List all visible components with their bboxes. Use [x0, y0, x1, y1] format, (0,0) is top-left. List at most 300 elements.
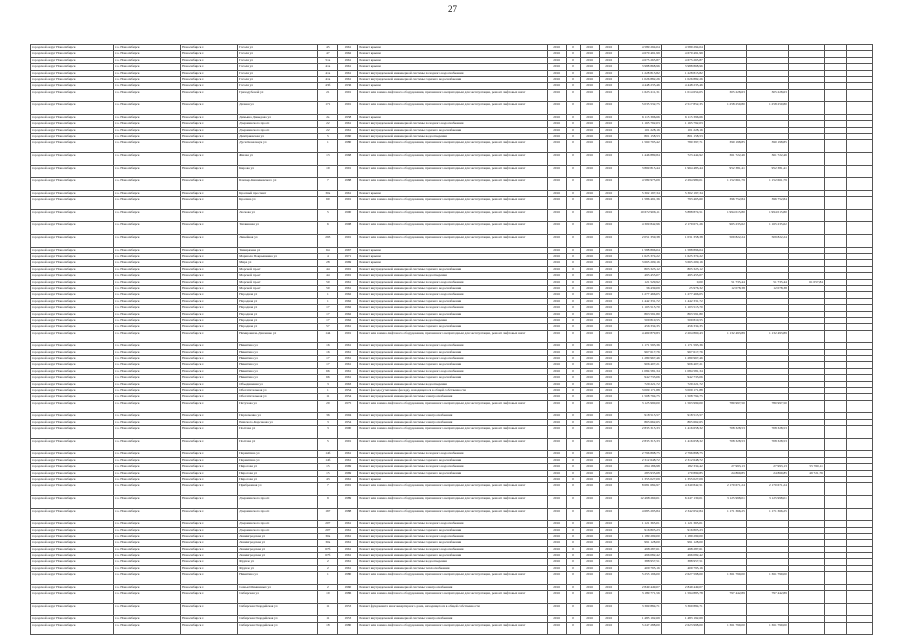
cell-work-type: Ремонт крыши [358, 83, 547, 89]
cell-settlement: г.о. Новосибирск [114, 260, 181, 266]
cell-municipality: городской округ Новосибирск [31, 375, 114, 381]
cell-extra-1 [824, 89, 846, 102]
cell-total-cost: 1 483 192,69 [618, 616, 661, 622]
cell-commissioning-year: 1991 [338, 273, 358, 279]
cell-end-year: 2016 [599, 356, 618, 362]
cell-municipality: городской округ Новосибирск [31, 114, 114, 120]
cell-locality: Новосибирск г. [181, 470, 238, 476]
cell-period: 0 [566, 388, 580, 394]
cell-municipality: городской округ Новосибирск [31, 140, 114, 153]
cell-period: 0 [566, 419, 580, 425]
cell-work-type: Ремонт внутридомовой инженерной системы горячего водоснабжения [358, 127, 547, 133]
cell-commissioning-year: 1994 [338, 413, 358, 419]
cell-period: 0 [566, 572, 580, 585]
cell-plan-year: 2016 [547, 584, 566, 590]
cell-period: 0 [566, 305, 580, 311]
cell-settlement: г.о. Новосибирск [114, 381, 181, 387]
cell-period: 0 [566, 483, 580, 496]
cell-period: 0 [566, 368, 580, 374]
cell-fund-cost: 5 302 197,34 [661, 190, 704, 196]
cell-total-cost: 865 662,65 [618, 419, 661, 425]
cell-locality: Новосибирск г. [181, 178, 238, 191]
cell-period: 0 [566, 51, 580, 57]
cell-work-type: Ремонт внутридомовой инженерной системы горячего водоснабжения [358, 285, 547, 291]
table-row [31, 209, 873, 222]
cell-street: Демьяна Давыдова ул [238, 114, 318, 120]
cell-total-cost: 801 158,53 [618, 134, 661, 140]
cell-end-year: 2016 [599, 394, 618, 400]
cell-house-number: 16 [318, 343, 338, 349]
cell-start-year: 2016 [580, 102, 599, 115]
cell-locality: Новосибирск г. [181, 362, 238, 368]
cell-settlement: г.о. Новосибирск [114, 165, 181, 178]
cell-start-year: 2016 [580, 266, 599, 272]
cell-end-year: 2016 [599, 209, 618, 222]
cell-end-year: 2016 [599, 305, 618, 311]
cell-local-budget: 952 381,41 [746, 165, 788, 178]
cell-street: Никитина ул [238, 349, 318, 355]
cell-street: Римского-Корсакова ул [238, 419, 318, 425]
cell-extra-1 [824, 400, 846, 413]
cell-house-number: 6 [318, 222, 338, 235]
cell-total-cost: 1 446 889,84 [618, 153, 661, 166]
cell-house-number: 47 [318, 51, 338, 57]
cell-settlement: г.о. Новосибирск [114, 356, 181, 362]
cell-locality: Новосибирск г. [181, 426, 238, 439]
cell-regional-budget: 305 228,63 [704, 89, 746, 102]
cell-end-year: 2016 [599, 381, 618, 387]
cell-street: Тимирязева ул [238, 247, 318, 253]
cell-total-cost: 456 334,35 [618, 324, 661, 330]
cell-total-cost: 991 128,00 [618, 540, 661, 546]
cell-fund-cost: 2 342 652,84 [661, 508, 704, 521]
cell-end-year: 2016 [599, 279, 618, 285]
cell-house-number: 17 [318, 305, 338, 311]
cell-fund-cost: 1 277 466,05 [661, 292, 704, 298]
cell-owners-funds [788, 165, 824, 178]
cell-commissioning-year: 1961 [338, 362, 358, 368]
cell-settlement: г.о. Новосибирск [114, 285, 181, 291]
table-row [31, 102, 873, 115]
cell-settlement: г.о. Новосибирск [114, 127, 181, 133]
cell-house-number: 41а [318, 70, 338, 76]
cell-fund-cost: 729 221,72 [661, 381, 704, 387]
cell-street: Гоголя ул [238, 70, 318, 76]
cell-total-cost: 805 323,12 [618, 266, 661, 272]
cell-regional-budget: 3 125 998,01 [704, 495, 746, 508]
cell-total-cost: 2 796 898,75 [618, 451, 661, 457]
cell-commissioning-year: 1991 [338, 89, 358, 102]
cell-street: Народная ул [238, 292, 318, 298]
cell-fund-cost: 3 988 868,96 [661, 64, 704, 70]
cell-municipality: городской округ Новосибирск [31, 394, 114, 400]
cell-house-number: 3 [318, 426, 338, 439]
cell-plan-year: 2016 [547, 343, 566, 349]
cell-street: Сибирская ул [238, 591, 318, 604]
cell-start-year: 2016 [580, 165, 599, 178]
cell-street: Лескова ул [238, 209, 318, 222]
cell-street: Дзержинского просп [238, 121, 318, 127]
cell-locality: Новосибирск г. [181, 197, 238, 210]
cell-end-year: 2016 [599, 273, 618, 279]
cell-house-number: 13 [318, 153, 338, 166]
cell-local-budget: 390 198,85 [746, 140, 788, 153]
cell-extra-2 [846, 438, 872, 451]
cell-owners-funds [788, 483, 824, 496]
cell-end-year: 2016 [599, 553, 618, 559]
cell-house-number: 21 [318, 89, 338, 102]
cell-house-number: 167 [318, 508, 338, 521]
cell-settlement: г.о. Новосибирск [114, 197, 181, 210]
cell-settlement: г.о. Новосибирск [114, 426, 181, 439]
cell-end-year: 2016 [599, 153, 618, 166]
cell-house-number: 7 [318, 178, 338, 191]
cell-start-year: 2016 [580, 305, 599, 311]
cell-period: 0 [566, 343, 580, 349]
cell-commissioning-year: 1961 [338, 45, 358, 51]
cell-work-type: Ремонт внутридомовой инженерной системы горячего водоснабжения [358, 298, 547, 304]
cell-period: 0 [566, 400, 580, 413]
cell-locality: Новосибирск г. [181, 57, 238, 63]
cell-house-number: 1 [318, 298, 338, 304]
cell-end-year: 2016 [599, 591, 618, 604]
cell-municipality: городской округ Новосибирск [31, 45, 114, 51]
cell-settlement: г.о. Новосибирск [114, 222, 181, 235]
cell-plan-year: 2016 [547, 64, 566, 70]
cell-locality: Новосибирск г. [181, 375, 238, 381]
cell-plan-year: 2016 [547, 553, 566, 559]
cell-start-year: 2016 [580, 178, 599, 191]
cell-total-cost: 4 685 295,84 [618, 508, 661, 521]
cell-end-year: 2016 [599, 400, 618, 413]
cell-work-type: Ремонт внутридомовой инженерной системы водоотведения [358, 317, 547, 323]
cell-street: Пирогова ул [238, 470, 318, 476]
cell-start-year: 2016 [580, 127, 599, 133]
cell-house-number: 1 [318, 388, 338, 394]
cell-work-type: Ремонт или замена лифтового оборудования, признанного непригодным для эксплуатации, ремонт лифтовых шахт [358, 153, 547, 166]
cell-start-year: 2016 [580, 521, 599, 527]
cell-owners-funds: 61 057,84 [788, 279, 824, 285]
cell-start-year: 2016 [580, 235, 599, 248]
cell-locality: Новосибирск г. [181, 495, 238, 508]
cell-work-type: Ремонт внутридомовой инженерной системы электроснабжения [358, 419, 547, 425]
cell-fund-cost: 498 287,61 [661, 546, 704, 552]
cell-settlement: г.о. Новосибирск [114, 533, 181, 539]
cell-street: Красный проспект [238, 190, 318, 196]
cell-start-year: 2016 [580, 476, 599, 482]
cell-extra-1 [824, 622, 846, 635]
cell-municipality: городской округ Новосибирск [31, 285, 114, 291]
cell-local-budget [746, 603, 788, 616]
cell-period: 0 [566, 209, 580, 222]
cell-locality: Новосибирск г. [181, 121, 238, 127]
cell-extra-1 [824, 508, 846, 521]
cell-settlement: г.о. Новосибирск [114, 349, 181, 355]
cell-local-budget: 1 994 015,80 [746, 209, 788, 222]
cell-house-number: 14б [318, 451, 338, 457]
cell-end-year: 2016 [599, 222, 618, 235]
cell-work-type: Ремонт или замена лифтового оборудования, признанного непригодным для эксплуатации, ремонт лифтовых шахт [358, 140, 547, 153]
cell-locality: Новосибирск г. [181, 521, 238, 527]
cell-street: Никитина ул [238, 362, 318, 368]
cell-fund-cost: 1 416 658,32 [661, 438, 704, 451]
cell-house-number: 4 [318, 254, 338, 260]
cell-end-year: 2016 [599, 483, 618, 496]
cell-fund-cost: 1 594 885,78 [661, 591, 704, 604]
cell-locality: Новосибирск г. [181, 527, 238, 533]
cell-plan-year: 2016 [547, 324, 566, 330]
cell-settlement: г.о. Новосибирск [114, 546, 181, 552]
cell-settlement: г.о. Новосибирск [114, 70, 181, 76]
cell-extra-2 [846, 235, 872, 248]
cell-locality: Новосибирск г. [181, 330, 238, 343]
cell-settlement: г.о. Новосибирск [114, 235, 181, 248]
cell-fund-cost: 793 465,60 [661, 197, 704, 210]
cell-house-number: 1 [318, 292, 338, 298]
cell-plan-year: 2016 [547, 591, 566, 604]
cell-house-number: 5 [318, 134, 338, 140]
cell-commissioning-year: 1980 [338, 140, 358, 153]
cell-local-budget: 27 993,13 [746, 464, 788, 470]
cell-work-type: Ремонт внутридомовой инженерной системы электроснабжения [358, 413, 547, 419]
cell-municipality: городской округ Новосибирск [31, 470, 114, 476]
cell-locality: Новосибирск г. [181, 546, 238, 552]
cell-end-year: 2016 [599, 324, 618, 330]
cell-street: Ленинградская ул [238, 553, 318, 559]
cell-end-year: 2016 [599, 70, 618, 76]
cell-settlement: г.о. Новосибирск [114, 121, 181, 127]
cell-start-year: 2016 [580, 260, 599, 266]
cell-work-type: Ремонт внутридомовой инженерной системы холодного водоснабжения [358, 451, 547, 457]
cell-total-cost: 1 625 374,22 [618, 254, 661, 260]
cell-period: 0 [566, 235, 580, 248]
cell-street: Гоголя ул [238, 51, 318, 57]
cell-work-type: Ремонт внутридомовой инженерной системы холодного водоснабжения [358, 464, 547, 470]
cell-municipality: городской округ Новосибирск [31, 127, 114, 133]
cell-total-cost: 285 935,68 [618, 470, 661, 476]
cell-start-year: 2016 [580, 273, 599, 279]
cell-plan-year: 2016 [547, 394, 566, 400]
cell-house-number: 18 [318, 622, 338, 635]
cell-street: Народная ул [238, 311, 318, 317]
cell-locality: Новосибирск г. [181, 260, 238, 266]
cell-total-cost: 3 665 209,16 [618, 260, 661, 266]
cell-commissioning-year: 1954 [338, 394, 358, 400]
cell-street: Кирова ул [238, 165, 318, 178]
cell-end-year: 2016 [599, 178, 618, 191]
cell-owners-funds [788, 591, 824, 604]
table-row [31, 197, 873, 210]
cell-municipality: городской округ Новосибирск [31, 153, 114, 166]
cell-commissioning-year: 1961 [338, 546, 358, 552]
cell-start-year: 2016 [580, 483, 599, 496]
cell-fund-cost: 101 228,16 [661, 127, 704, 133]
cell-street: Народная ул [238, 305, 318, 311]
cell-municipality: городской округ Новосибирск [31, 190, 114, 196]
cell-commissioning-year: 1991 [338, 102, 358, 115]
cell-period: 0 [566, 127, 580, 133]
cell-end-year: 2016 [599, 266, 618, 272]
cell-local-budget: 797 442,89 [746, 591, 788, 604]
cell-locality: Новосибирск г. [181, 400, 238, 413]
cell-house-number: 67б [318, 553, 338, 559]
cell-end-year: 2016 [599, 64, 618, 70]
cell-extra-2 [846, 603, 872, 616]
cell-work-type: Ремонт внутридомовой инженерной системы горячего водоснабжения [358, 362, 547, 368]
cell-total-cost: 916 805,23 [618, 527, 661, 533]
cell-plan-year: 2016 [547, 178, 566, 191]
cell-settlement: г.о. Новосибирск [114, 508, 181, 521]
cell-municipality: городской округ Новосибирск [31, 83, 114, 89]
cell-total-cost: 498 287,61 [618, 546, 661, 552]
cell-locality: Новосибирск г. [181, 565, 238, 571]
cell-fund-cost: 865 662,65 [661, 419, 704, 425]
cell-municipality: городской округ Новосибирск [31, 349, 114, 355]
cell-regional-budget: 509 822,24 [704, 235, 746, 248]
cell-total-cost: 1 165 792,03 [618, 121, 661, 127]
cell-total-cost: 3 369 884,71 [618, 603, 661, 616]
cell-total-cost: 1 228 813,82 [618, 70, 661, 76]
cell-local-budget: 1 152 661,79 [746, 178, 788, 191]
cell-start-year: 2016 [580, 356, 599, 362]
cell-total-cost: 1 560 795,42 [618, 140, 661, 153]
cell-owners-funds [788, 400, 824, 413]
cell-commissioning-year: 1962 [338, 311, 358, 317]
cell-period: 0 [566, 89, 580, 102]
cell-municipality: городской округ Новосибирск [31, 426, 114, 439]
cell-plan-year: 2016 [547, 483, 566, 496]
cell-work-type: Ремонт внутридомовой инженерной системы холодного водоснабжения [358, 121, 547, 127]
cell-local-budget: 1 165 235,62 [746, 222, 788, 235]
cell-street: Фрунзе ул [238, 559, 318, 565]
cell-fund-cost: 1 563 999,00 [661, 400, 704, 413]
cell-start-year: 2016 [580, 76, 599, 82]
cell-locality: Новосибирск г. [181, 222, 238, 235]
cell-end-year: 2016 [599, 89, 618, 102]
cell-extra-2 [846, 591, 872, 604]
cell-street: Пермитина ул [238, 457, 318, 463]
cell-extra-1 [824, 178, 846, 191]
cell-settlement: г.о. Новосибирск [114, 572, 181, 585]
cell-extra-2 [846, 400, 872, 413]
cell-start-year: 2016 [580, 324, 599, 330]
cell-commissioning-year: 1988 [338, 178, 358, 191]
cell-municipality: городской округ Новосибирск [31, 451, 114, 457]
cell-extra-1 [824, 197, 846, 210]
cell-start-year: 2016 [580, 292, 599, 298]
cell-street: Морской пр-кт [238, 279, 318, 285]
cell-total-cost: 3 125 990,00 [618, 400, 661, 413]
cell-municipality: городской округ Новосибирск [31, 622, 114, 635]
cell-commissioning-year: 1961 [338, 533, 358, 539]
cell-end-year: 2016 [599, 165, 618, 178]
cell-start-year: 2016 [580, 413, 599, 419]
cell-work-type: Ремонт внутридомовой инженерной системы горячего водоснабжения [358, 470, 547, 476]
cell-fund-cost: 25 976,32 [661, 285, 704, 291]
cell-commissioning-year: 1961 [338, 540, 358, 546]
cell-locality: Новосибирск г. [181, 381, 238, 387]
cell-settlement: г.о. Новосибирск [114, 102, 181, 115]
cell-street: Никитина ул [238, 356, 318, 362]
cell-municipality: городской округ Новосибирск [31, 102, 114, 115]
cell-commissioning-year: 1991 [338, 438, 358, 451]
cell-municipality: городской округ Новосибирск [31, 603, 114, 616]
cell-commissioning-year: 1991 [338, 197, 358, 210]
cell-work-type: Ремонт или замена лифтового оборудования, признанного непригодным для эксплуатации, ремонт лифтовых шахт [358, 197, 547, 210]
cell-municipality: городской округ Новосибирск [31, 438, 114, 451]
cell-municipality: городской округ Новосибирск [31, 400, 114, 413]
cell-house-number: 51а [318, 57, 338, 63]
cell-settlement: г.о. Новосибирск [114, 83, 181, 89]
cell-house-number: 3 [318, 381, 338, 387]
cell-fund-cost: 0,00 [661, 279, 704, 285]
cell-plan-year: 2016 [547, 616, 566, 622]
cell-plan-year: 2016 [547, 388, 566, 394]
cell-total-cost: 5 035 532,75 [618, 102, 661, 115]
cell-work-type: Ремонт внутридомовой инженерной системы водоотведения [358, 559, 547, 565]
cell-period: 0 [566, 64, 580, 70]
cell-period: 0 [566, 540, 580, 546]
cell-end-year: 2016 [599, 559, 618, 565]
cell-street: Ленинградская ул [238, 546, 318, 552]
cell-period: 0 [566, 394, 580, 400]
cell-regional-budget: 390 198,85 [704, 140, 746, 153]
cell-municipality: городской округ Новосибирск [31, 57, 114, 63]
cell-start-year: 2016 [580, 57, 599, 63]
cell-street: Сибирская Гвардейская ул [238, 622, 318, 635]
cell-fund-cost: 942 733,06 [661, 375, 704, 381]
cell-total-cost: 409 795,16 [618, 565, 661, 571]
cell-plan-year: 2016 [547, 400, 566, 413]
cell-plan-year: 2016 [547, 572, 566, 585]
cell-plan-year: 2016 [547, 279, 566, 285]
cell-start-year: 2016 [580, 553, 599, 559]
cell-end-year: 2016 [599, 83, 618, 89]
cell-period: 0 [566, 285, 580, 291]
cell-end-year: 2016 [599, 603, 618, 616]
cell-work-type: Ремонт крыши [358, 247, 547, 253]
cell-locality: Новосибирск г. [181, 83, 238, 89]
cell-total-cost: 5 302 197,34 [618, 190, 661, 196]
cell-total-cost: 294 186,98 [618, 464, 661, 470]
cell-municipality: городской округ Новосибирск [31, 565, 114, 571]
cell-plan-year: 2016 [547, 57, 566, 63]
cell-extra-2 [846, 495, 872, 508]
cell-total-cost: 388 957,51 [618, 559, 661, 565]
cell-street: Гоголя ул [238, 76, 318, 82]
cell-street: Объединения ул [238, 381, 318, 387]
cell-total-cost: 12 498 260,01 [618, 495, 661, 508]
cell-owners-funds [788, 222, 824, 235]
cell-plan-year: 2016 [547, 134, 566, 140]
cell-locality: Новосибирск г. [181, 127, 238, 133]
cell-house-number: 3 [318, 419, 338, 425]
cell-locality: Новосибирск г. [181, 235, 238, 248]
cell-work-type: Ремонт внутридомовой инженерной системы холодного водоснабжения [358, 279, 547, 285]
cell-plan-year: 2016 [547, 285, 566, 291]
cell-locality: Новосибирск г. [181, 438, 238, 451]
cell-end-year: 2016 [599, 51, 618, 57]
cell-municipality: городской округ Новосибирск [31, 279, 114, 285]
cell-fund-cost: 1 483 192,69 [661, 616, 704, 622]
cell-house-number: 41а [318, 76, 338, 82]
cell-settlement: г.о. Новосибирск [114, 114, 181, 120]
cell-locality: Новосибирск г. [181, 273, 238, 279]
cell-commissioning-year: 1961 [338, 368, 358, 374]
cell-local-budget: 1 132 493,89 [746, 330, 788, 343]
cell-municipality: городской округ Новосибирск [31, 476, 114, 482]
cell-plan-year: 2016 [547, 362, 566, 368]
